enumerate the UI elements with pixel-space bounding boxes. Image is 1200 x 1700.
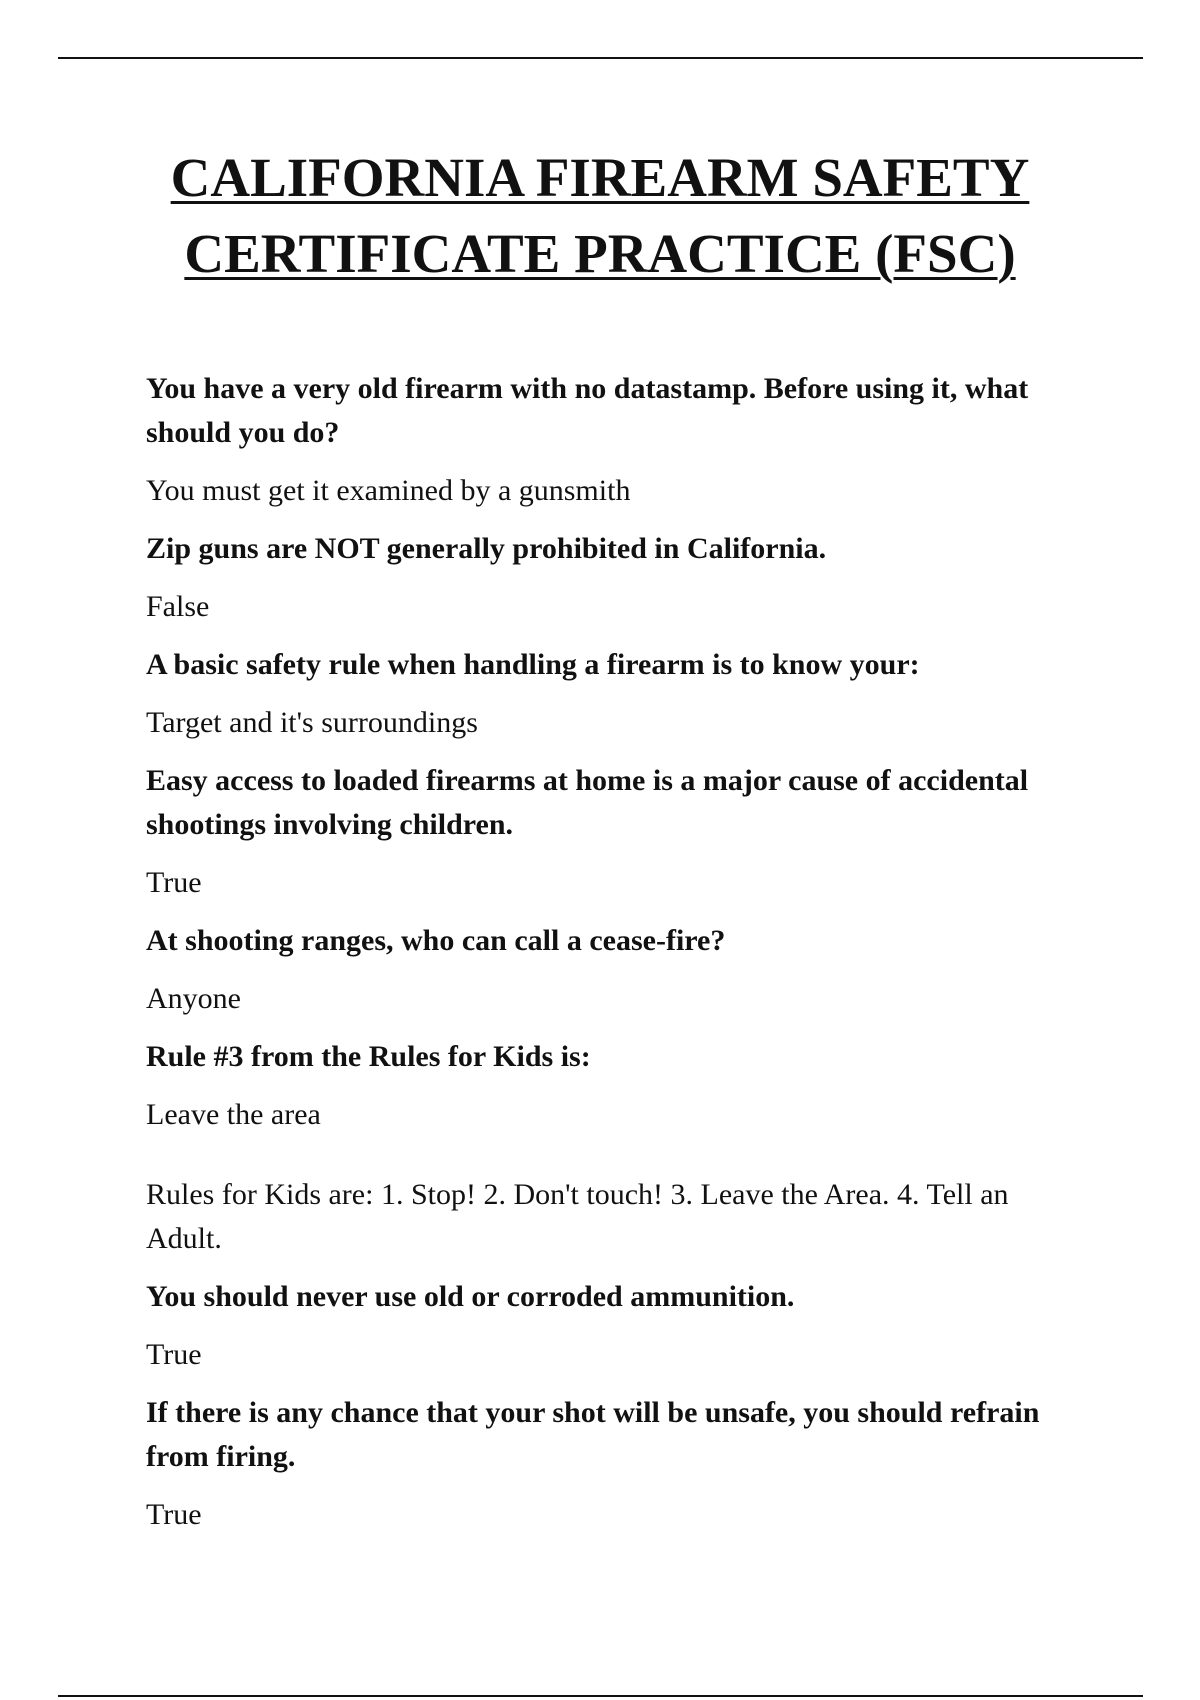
document-title bbox=[100, 140, 1100, 292]
qa-list bbox=[146, 367, 1056, 1551]
qa-item bbox=[146, 1275, 1056, 1377]
top-divider bbox=[58, 57, 1143, 59]
answer-text: False bbox=[146, 590, 210, 623]
question-text: You have a very old firearm with no datastamp. Before using it, what should you do? bbox=[146, 372, 1029, 449]
qa-item bbox=[146, 1035, 1056, 1261]
question-text: A basic safety rule when handling a firearm is to know your: bbox=[146, 648, 920, 681]
qa-item bbox=[146, 759, 1056, 905]
question-text: Zip guns are NOT generally prohibited in California. bbox=[146, 532, 827, 565]
title-line-1: CALIFORNIA FIREARM SAFETY bbox=[170, 147, 1030, 208]
qa-item bbox=[146, 643, 1056, 745]
answer-text: True bbox=[146, 1498, 202, 1531]
answer-note: Rules for Kids are: 1. Stop! 2. Don't touch! 3. Leave the Area. 4. Tell an Adult. bbox=[146, 1178, 1009, 1255]
answer-text: Leave the area bbox=[146, 1098, 321, 1131]
qa-item bbox=[146, 527, 1056, 629]
bottom-divider bbox=[58, 1695, 1143, 1697]
answer-text: You must get it examined by a gunsmith bbox=[146, 474, 631, 507]
question-text: Easy access to loaded firearms at home is a major cause of accidental shootings involving children. bbox=[146, 764, 1029, 841]
answer-text: True bbox=[146, 1338, 202, 1371]
answer-text: Target and it's surroundings bbox=[146, 706, 478, 739]
question-text: You should never use old or corroded ammunition. bbox=[146, 1280, 795, 1313]
title-line-2: CERTIFICATE PRACTICE (FSC) bbox=[184, 223, 1016, 284]
question-text: If there is any chance that your shot will be unsafe, you should refrain from firing. bbox=[146, 1396, 1040, 1473]
qa-item bbox=[146, 919, 1056, 1021]
answer-text: Anyone bbox=[146, 982, 241, 1015]
question-text: Rule #3 from the Rules for Kids is: bbox=[146, 1040, 591, 1073]
answer-text: True bbox=[146, 866, 202, 899]
qa-item bbox=[146, 1391, 1056, 1537]
qa-item bbox=[146, 367, 1056, 513]
question-text: At shooting ranges, who can call a cease-fire? bbox=[146, 924, 726, 957]
